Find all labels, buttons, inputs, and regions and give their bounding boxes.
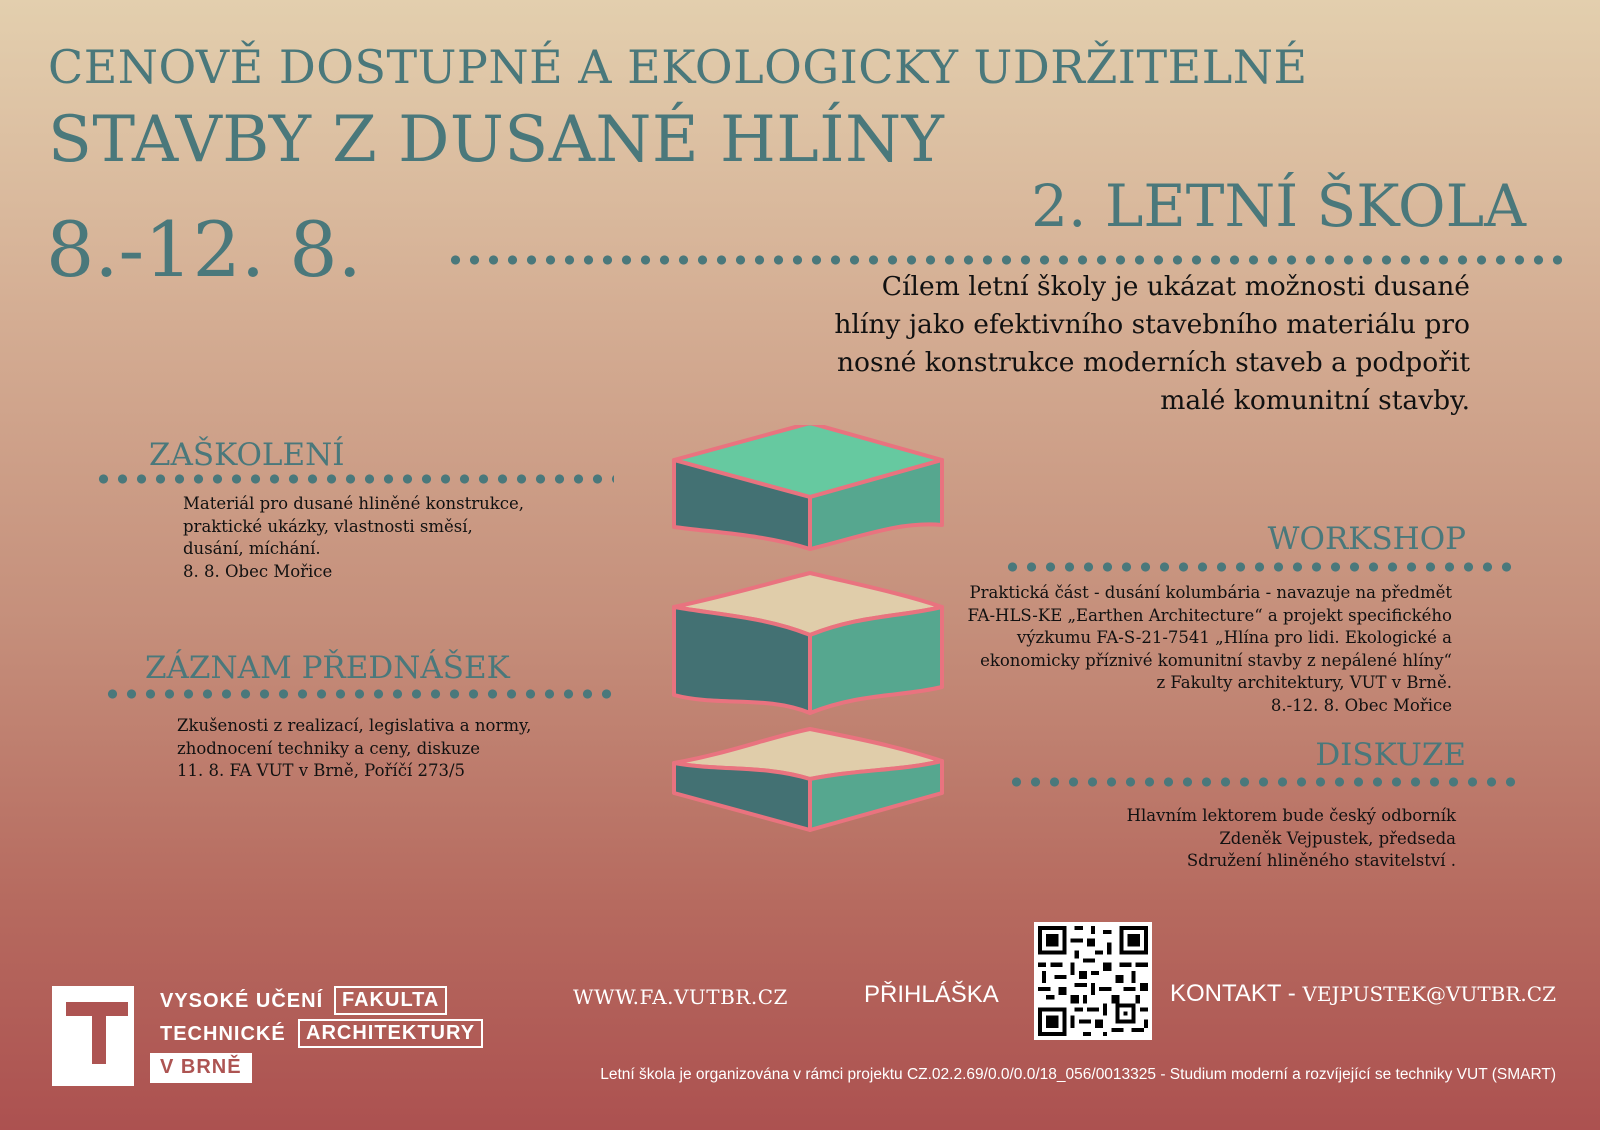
workshop-dotted-divider [1003,562,1517,572]
lectures-dotted-divider [103,689,617,699]
block-top [674,425,942,549]
training-line: 8. 8. Obec Mořice [183,561,333,581]
lectures-line: zhodnocení techniky a ceny, diskuze [177,738,480,758]
discussion-text [1127,805,1456,873]
contact-label: KONTAKT - [1169,980,1303,1007]
discussion-line: Sdružení hliněného stavitelství . [1186,851,1456,870]
training-line: dusání, míchání. [183,539,321,558]
discussion-line: Zdeněk Vejpustek, předseda [1219,828,1456,848]
school-title: 2. LETNÍ ŠKOLA [1031,172,1526,240]
lectures-text [177,715,531,783]
poster-subtitle: CENOVĚ DOSTUPNÉ A EKOLOGICKY UDRŽITELNÉ [48,40,1308,94]
block-bottom [674,729,942,830]
discussion-title: DISKUZE [1315,737,1466,773]
workshop-line: FA-HLS-KE „Earthen Architecture“ a projekt specifického [967,605,1452,625]
website-link[interactable]: WWW.FA.VUTBR.CZ [573,985,788,1009]
workshop-text [968,582,1452,717]
event-date: 8.-12. 8. [46,205,362,294]
header-dotted-divider [446,255,1566,265]
vut-logo-mark [52,986,134,1086]
training-line: Materiál pro dusané hliněné konstrukce, [183,494,525,513]
aim-line: nosné konstrukce moderních staveb a podpořit [836,347,1470,378]
project-note: Letní škola je organizována v rámci projektu CZ.02.2.69/0.0/0.0/18_056/0013325 - Studium moderní a rozvíjející se techniky VUT (SMART) [600,1066,1556,1083]
logo-faculty-row1: FAKULTA [334,986,447,1015]
block-bottom-left-face [674,763,810,830]
application-label: PŘIHLÁŠKA [864,981,999,1008]
lectures-line: Zkušenosti z realizací, legislativa a normy, [177,716,532,735]
training-title: ZAŠKOLENÍ [149,437,345,473]
poster-title: STAVBY Z DUSANÉ HLÍNY [48,103,945,177]
workshop-line: 8.-12. 8. Obec Mořice [1270,695,1452,715]
discussion-dotted-divider [1007,777,1521,787]
aim-line: hlíny jako efektivního stavebního materiálu pro [834,309,1470,340]
workshop-line: výzkumu FA-S-21-7541 „Hlína pro lidi. Ekologické a [1016,628,1452,647]
training-line: praktické ukázky, vlastnosti směsí, [183,516,473,536]
aim-paragraph [830,268,1470,420]
contact [1170,980,1556,1008]
rammed-earth-blocks-illustration [670,425,950,855]
qr-code-icon[interactable] [1034,922,1152,1040]
aim-line: Cílem letní školy je ukázat možnosti dusané [881,271,1470,302]
workshop-line: z Fakulty architektury, VUT v Brně. [1156,673,1452,692]
lectures-title: ZÁZNAM PŘEDNÁŠEK [145,650,510,686]
logo-text-row2: TECHNICKÉ [160,1023,286,1045]
workshop-line: Praktická část - dusání kolumbária - navazuje na předmět [969,583,1452,602]
vut-t-icon [52,986,134,1086]
lectures-line: 11. 8. FA VUT v Brně, Poříčí 273/5 [177,761,466,780]
block-middle [674,573,942,713]
logo-text-row1: VYSOKÉ UČENÍ [160,990,324,1012]
workshop-title: WORKSHOP [1267,521,1466,557]
discussion-line: Hlavním lektorem bude český odborník [1126,806,1456,825]
contact-email-link[interactable]: VEJPUSTEK@VUTBR.CZ [1302,982,1556,1006]
logo-text-row3: V BRNĚ [150,1053,252,1083]
workshop-line: ekonomicky příznivé komunitní stavby z nepálené hlíny“ [980,650,1452,670]
training-text [183,493,524,583]
training-dotted-divider [94,474,614,484]
aim-line: malé komunitní stavby. [1160,385,1470,416]
logo-faculty-row2: ARCHITEKTURY [298,1019,483,1048]
